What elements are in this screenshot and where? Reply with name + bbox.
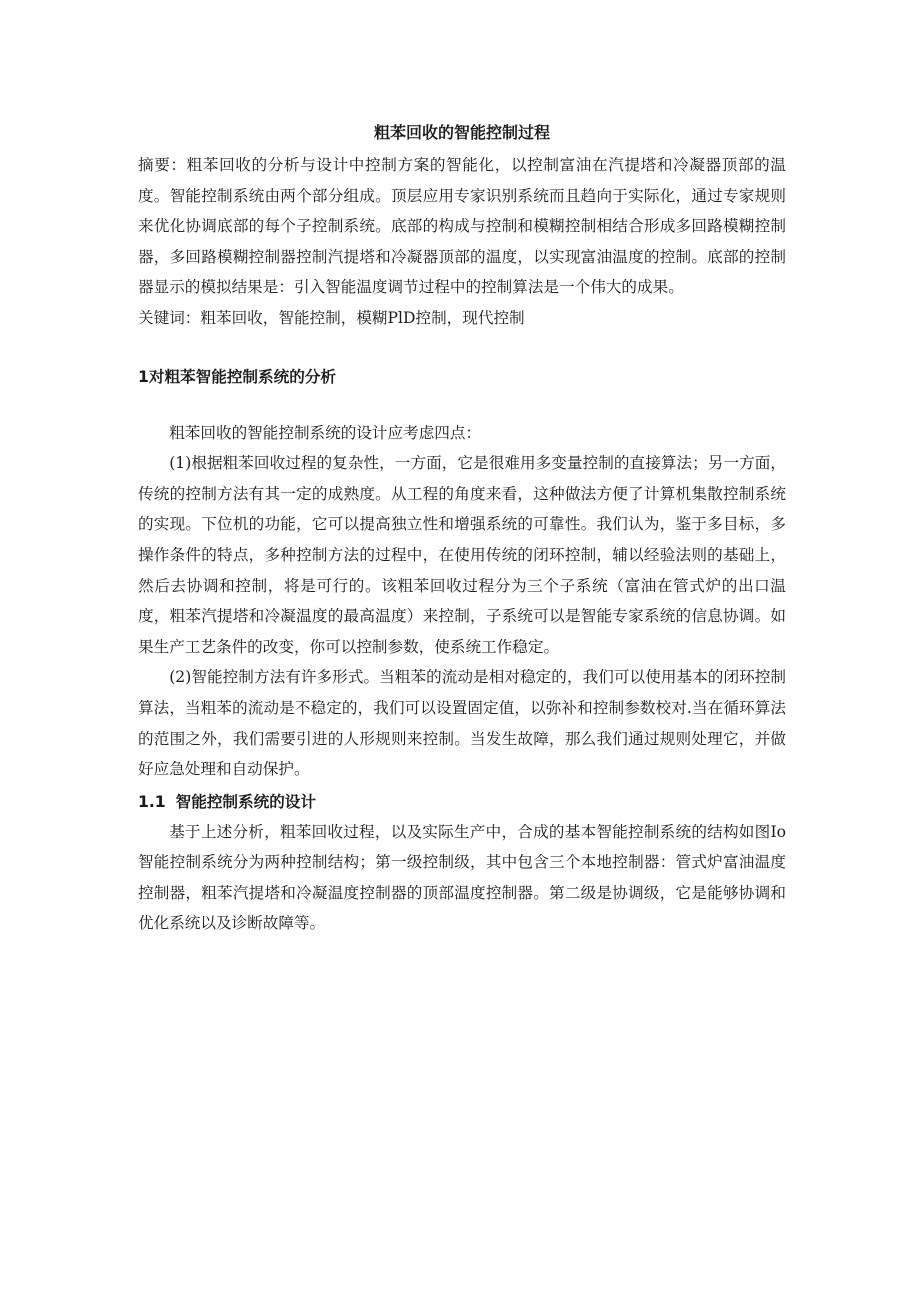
abstract-paragraph: 摘要：粗苯回收的分析与设计中控制方案的智能化，以控制富油在汽提塔和冷凝器顶部的温度。智能控制系统由两个部分组成。顶层应用专家识别系统而且趋向于实际化，通过专家规则来优化协调底部的每个子控制系统。底部的构成与控制和模糊控制相结合形成多回路模糊控制器，多回路模糊控制器控制汽提塔和冷凝器顶部的温度，以实现富油温度的控制。底部的控制器显示的模拟结果是：引入智能温度调节过程中的控制算法是一个伟大的成果。: [138, 156, 786, 297]
section-1-1-title: 智能控制系统的设计: [175, 792, 316, 811]
section-1-1-number: 1.1: [138, 792, 166, 811]
keywords-line: 关键词：粗苯回收，智能控制，模糊PlD控制，现代控制: [138, 308, 525, 327]
section-1-point-1: (1)根据粗苯回收过程的复杂性，一方面，它是很难用多变量控制的直接算法；另一方面，传统的控制方法有其一定的成熟度。从工程的角度来看，这种做法方便了计算机集散控制系统的实现。下位机的功能，它可以提高独立性和增强系统的可靠性。我们认为，鉴于多目标，多操作条件的特点，多种控制方法的过程中，在使用传统的闭环控制，辅以经验法则的基础上，然后去协调和控制，将是可行的。该粗苯回收过程分为三个子系统（富油在管式炉的出口温度，粗苯汽提塔和冷凝温度的最高温度）来控制，子系统可以是智能专家系统的信息协调。如果生产工艺条件的改变，你可以控制参数，使系统工作稳定。: [138, 454, 786, 656]
document-title: 粗苯回收的智能控制过程: [373, 123, 550, 142]
section-1-point-2: (2)智能控制方法有许多形式。当粗苯的流动是相对稳定的，我们可以使用基本的闭环控制算法，当粗苯的流动是不稳定的，我们可以设置固定值，以弥补和控制参数校对.当在循环算法的范围之外，我们需要引进的人形规则来控制。当发生故障，那么我们通过规则处理它，并做好应急处理和自动保护。: [138, 668, 786, 779]
section-1-heading: 1对粗苯智能控制系统的分析: [138, 367, 336, 386]
section-1-intro: 粗苯回收的智能控制系统的设计应考虑四点：: [169, 423, 482, 442]
section-1-1-body: 基于上述分析，粗苯回收过程，以及实际生产中，合成的基本智能控制系统的结构如图Io智能控制系统分为两种控制结构；第一级控制级，其中包含三个本地控制器：管式炉富油温度控制器，粗苯汽提塔和冷凝温度控制器的顶部温度控制器。第二级是协调级，它是能够协调和优化系统以及诊断故障等。: [138, 822, 786, 933]
document-page: [138, 118, 786, 939]
section-1-1-heading: [138, 787, 786, 817]
